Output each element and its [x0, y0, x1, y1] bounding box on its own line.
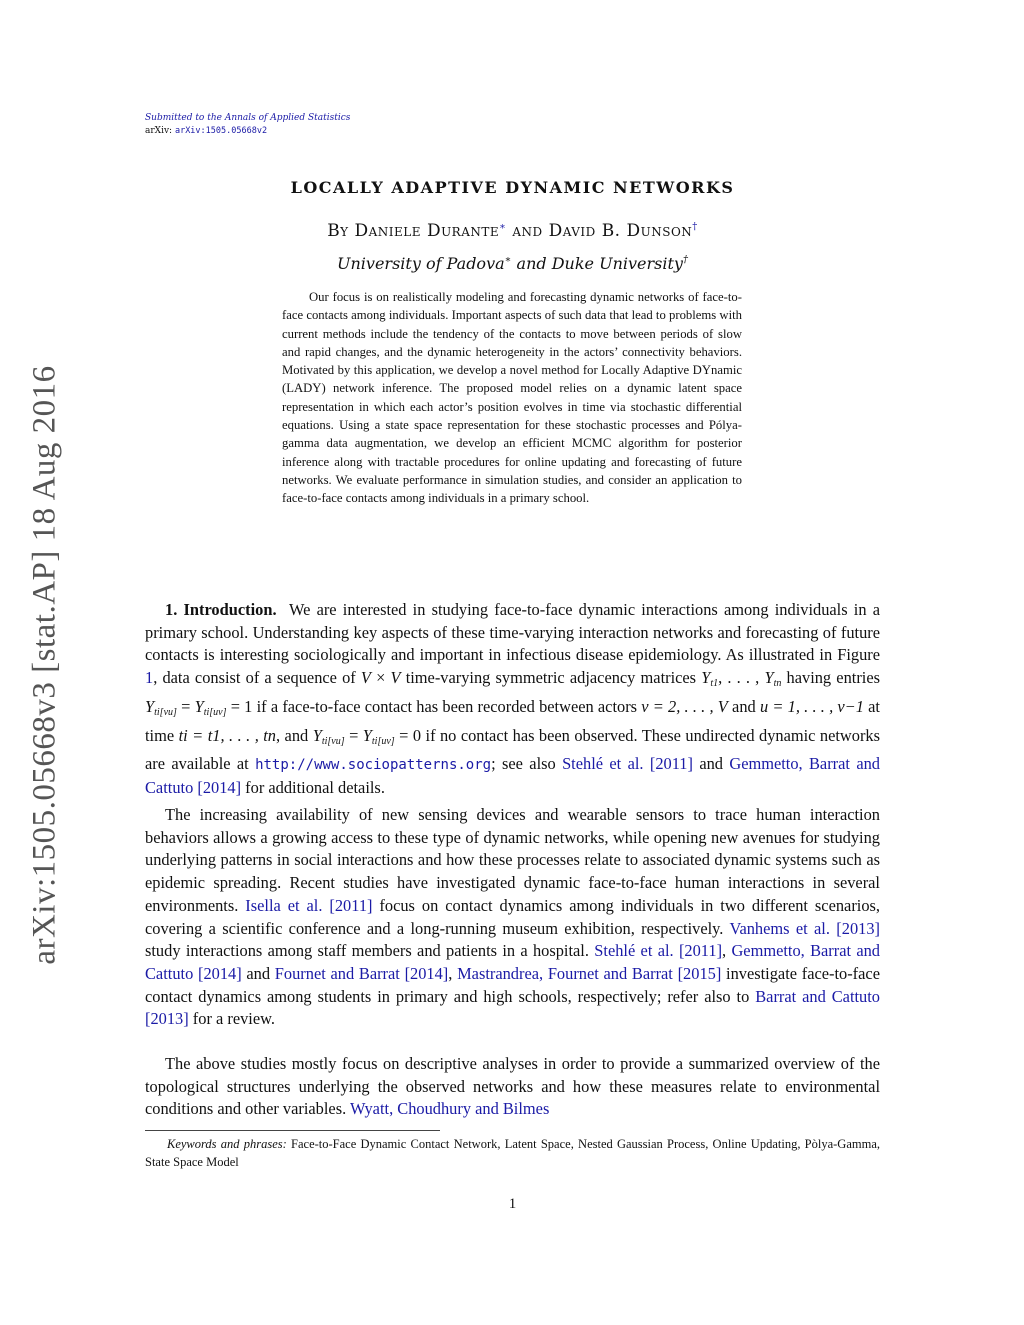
page-number: 1	[508, 1196, 517, 1212]
keywords-label: Keywords and phrases:	[167, 1137, 287, 1151]
footnote-rule	[145, 1130, 440, 1131]
ref-vanhems[interactable]: Vanhems et al.	[729, 918, 830, 938]
ref-stehle-year[interactable]: [2011]	[649, 754, 693, 774]
sociopatterns-link[interactable]: http://www.sociopatterns.org	[255, 757, 492, 774]
arxiv-line: arXiv: arXiv:1505.05668v2	[145, 126, 268, 136]
ref-isella-year[interactable]: [2011]	[329, 895, 373, 915]
ref-fournet[interactable]: Fournet and Barrat	[274, 963, 400, 983]
keywords-text: Face-to-Face Dynamic Contact Network, Latent Space, Nested Gaussian Process, Online Updating, Pòlya-Gamma, State Space Model	[145, 1137, 880, 1169]
ref-isella[interactable]: Isella et al.	[245, 895, 323, 915]
intro-paragraph-1: 1. Introduction. We are interested in studying face-to-face dynamic interactions among individuals in a primary school. Understanding key aspects of these time-varying interaction networks and forecasting of future contacts is interesting sociologically and important in infectious disease epidemiology. As illustrated in Figure 1, data consist of a sequence of V × V time-varying symmetric adjacency matrices $Y_{t1}$, . . . , $Y_{tn}$ having entries $Y_{ti[vu]} = Y_{ti[uv]} = 1$ if a face-to-face contact has been recorded between actors v = 2, . . . , V and u = 1, . . . , v−1 at time ti = t1, . . . , tn, and $Y_{ti[vu]} = Y_{ti[uv]} = 0$ if no contact has been observed. These undirected dynamic networks are available at http://www.sociopatterns.org; see also Stehlé et al. [2011] and Gemmetto, Barrat and Cattuto [2014] for additional details.	[145, 600, 881, 797]
ref-gemmetto-2[interactable]: Gemmetto, Barrat and Cattuto	[145, 941, 880, 983]
figure-ref[interactable]: 1	[145, 668, 154, 688]
affiliation-line: University of Padova∗ and Duke University†	[337, 254, 688, 273]
abstract: Our focus is on realistically modeling and forecasting dynamic networks of face-to-face contacts among individuals. Important aspects of such data that lead to problems with current methods include the tendency of the contacts to move between periods of slow and rapid changes, and the dynamic heterogeneity in the actors’ connectivity behaviors. Motivated by this application, we develop a novel method for Locally Adaptive DYnamic (LADY) network inference. The proposed model relies on a dynamic latent space representation in which each actor’s position evolves in time via stochastic differential equations. Using a state space representation for these stochastic processes and Pólya-gamma data augmentation, we develop an efficient MCMC algorithm for posterior inference along with tractable procedures for online updating and forecasting of future networks. We evaluate performance in simulation studies, and consider an application to face-to-face contacts among individuals in a primary school.	[282, 290, 742, 506]
intro-paragraph-3: The above studies mostly focus on descriptive analyses in order to provide a summarized overview of the topological structures underlying the observed networks and how these measures relate to environmental conditions and other variables. Wyatt, Choudhury and Bilmes	[145, 1054, 880, 1119]
ref-stehle[interactable]: Stehlé et al.	[562, 754, 644, 774]
author-durante: Daniele Durante	[354, 221, 500, 241]
journal-line: Submitted to the Annals of Applied Statistics	[145, 113, 351, 123]
arxiv-id-link[interactable]: arXiv:1505.05668v2	[174, 126, 268, 136]
intro-paragraph-2: The increasing availability of new sensing devices and wearable sensors to trace human interaction behaviors allows a growing access to these type of dynamic networks, while opening new avenues for studying underlying patterns in social interactions and how these processes relate to associated dynamic systems such as epidemic spreading. Recent studies have investigated dynamic face-to-face human interactions in several environments. Isella et al. [2011] focus on contact dynamics among individuals in two different scenarios, covering a scientific conference and a long-running museum exhibition, respectively. Vanhems et al. [2013] study interactions among staff members and patients in a hospital. Stehlé et al. [2011], Gemmetto, Barrat and Cattuto [2014] and Fournet and Barrat [2014], Mastrandrea, Fournet and Barrat [2015] investigate face-to-face contact dynamics among students in primary and high schools, respectively; refer also to Barrat and Cattuto [2013] for a review.	[145, 805, 880, 1029]
section-number: 1.	[165, 600, 178, 619]
ref-gemmetto-2-year[interactable]: [2014]	[197, 963, 242, 983]
header-note	[145, 112, 350, 138]
ref-mastrandrea-year[interactable]: [2015]	[677, 963, 722, 983]
author2-mark[interactable]: †	[692, 221, 698, 233]
author1-mark[interactable]: ∗	[499, 221, 507, 233]
section-title: Introduction.	[183, 600, 277, 619]
ref-barrat[interactable]: Barrat and Cattuto	[755, 986, 880, 1006]
author-dunson: David B. Dunson	[548, 221, 693, 241]
ref-stehle-2-year[interactable]: [2011]	[678, 941, 723, 961]
ref-barrat-year[interactable]: [2013]	[145, 1009, 189, 1029]
arxiv-sidebar-stamp: arXiv:1505.05668v3 [stat.AP] 18 Aug 2016	[26, 365, 62, 965]
ref-mastrandrea[interactable]: Mastrandrea, Fournet and Barrat	[457, 963, 673, 983]
keywords-footnote	[145, 1135, 880, 1171]
ref-fournet-year[interactable]: [2014]	[404, 963, 449, 983]
ref-vanhems-year[interactable]: [2013]	[836, 918, 880, 938]
ref-stehle-2[interactable]: Stehlé et al.	[594, 941, 674, 961]
paper-title: LOCALLY ADAPTIVE DYNAMIC NETWORKS	[290, 178, 735, 197]
ref-gemmetto-year[interactable]: [2014]	[197, 777, 242, 797]
ref-wyatt[interactable]: Wyatt, Choudhury and Bilmes	[350, 1099, 550, 1119]
ref-gemmetto[interactable]: Gemmetto, Barrat and Cattuto	[145, 754, 880, 797]
author-line: By Daniele Durante∗ and David B. Dunson†	[327, 221, 698, 241]
